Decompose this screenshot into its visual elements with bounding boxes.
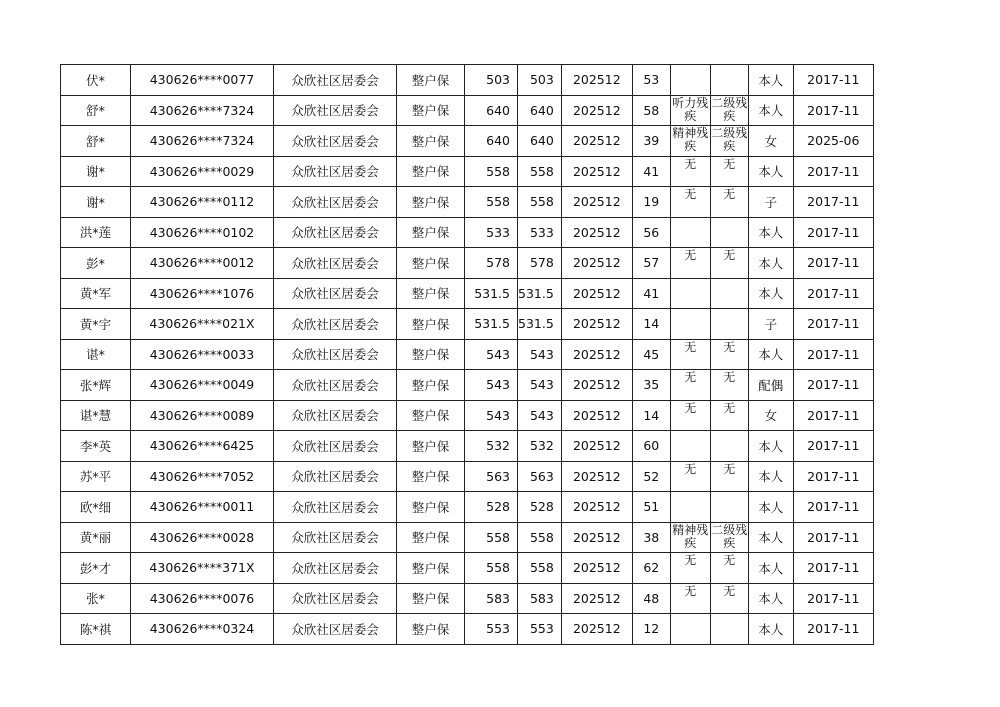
cell-month: 202512 [561, 461, 632, 492]
table-row [61, 431, 874, 462]
cell-relation: 女 [748, 126, 793, 157]
cell-disability-level [710, 614, 748, 645]
cell-age: 48 [632, 583, 670, 614]
cell-name: 张* [61, 583, 131, 614]
cell-id-number: 430626****6425 [131, 431, 274, 462]
cell-amount-2: 543 [518, 400, 562, 431]
cell-id-number: 430626****7324 [131, 95, 274, 126]
cell-disability-type: 精神残疾 [670, 126, 710, 157]
cell-amount: 583 [465, 583, 518, 614]
cell-name: 彭* [61, 248, 131, 279]
cell-age: 41 [632, 156, 670, 187]
cell-assistance-type: 整户保 [397, 522, 465, 553]
cell-age: 51 [632, 492, 670, 523]
cell-disability-type: 无 [670, 553, 710, 584]
cell-age: 56 [632, 217, 670, 248]
table-row [61, 187, 874, 218]
cell-month: 202512 [561, 431, 632, 462]
cell-amount-2: 558 [518, 553, 562, 584]
cell-start-date: 2017-11 [793, 95, 873, 126]
cell-community: 众欣社区居委会 [274, 126, 397, 157]
cell-name: 欧*细 [61, 492, 131, 523]
cell-amount-2: 583 [518, 583, 562, 614]
cell-assistance-type: 整户保 [397, 217, 465, 248]
cell-age: 45 [632, 339, 670, 370]
cell-disability-level [710, 65, 748, 96]
cell-disability-type [670, 614, 710, 645]
cell-relation: 本人 [748, 278, 793, 309]
table-row [61, 614, 874, 645]
table-row [61, 217, 874, 248]
cell-name: 彭*才 [61, 553, 131, 584]
cell-community: 众欣社区居委会 [274, 217, 397, 248]
cell-amount: 578 [465, 248, 518, 279]
cell-relation: 本人 [748, 431, 793, 462]
cell-community: 众欣社区居委会 [274, 553, 397, 584]
cell-amount-2: 558 [518, 522, 562, 553]
cell-id-number: 430626****0324 [131, 614, 274, 645]
cell-amount: 543 [465, 370, 518, 401]
cell-assistance-type: 整户保 [397, 614, 465, 645]
cell-name: 洪*莲 [61, 217, 131, 248]
cell-age: 12 [632, 614, 670, 645]
table-row [61, 126, 874, 157]
cell-assistance-type: 整户保 [397, 126, 465, 157]
table-row [61, 309, 874, 340]
cell-disability-level: 无 [710, 187, 748, 218]
cell-disability-type: 无 [670, 400, 710, 431]
cell-name: 舒* [61, 95, 131, 126]
cell-id-number: 430626****0076 [131, 583, 274, 614]
cell-amount: 558 [465, 156, 518, 187]
cell-assistance-type: 整户保 [397, 461, 465, 492]
cell-assistance-type: 整户保 [397, 309, 465, 340]
cell-amount-2: 532 [518, 431, 562, 462]
cell-age: 53 [632, 65, 670, 96]
cell-assistance-type: 整户保 [397, 339, 465, 370]
cell-age: 60 [632, 431, 670, 462]
cell-name: 谢* [61, 156, 131, 187]
cell-age: 14 [632, 400, 670, 431]
cell-month: 202512 [561, 370, 632, 401]
table-row [61, 65, 874, 96]
cell-id-number: 430626****7324 [131, 126, 274, 157]
cell-assistance-type: 整户保 [397, 278, 465, 309]
cell-age: 35 [632, 370, 670, 401]
cell-disability-level: 无 [710, 461, 748, 492]
cell-id-number: 430626****1076 [131, 278, 274, 309]
cell-disability-type [670, 65, 710, 96]
cell-month: 202512 [561, 187, 632, 218]
cell-relation: 本人 [748, 583, 793, 614]
cell-assistance-type: 整户保 [397, 248, 465, 279]
cell-community: 众欣社区居委会 [274, 278, 397, 309]
table-row [61, 95, 874, 126]
cell-start-date: 2017-11 [793, 461, 873, 492]
cell-relation: 本人 [748, 248, 793, 279]
cell-disability-level [710, 278, 748, 309]
cell-month: 202512 [561, 614, 632, 645]
cell-month: 202512 [561, 400, 632, 431]
cell-start-date: 2017-11 [793, 431, 873, 462]
cell-amount: 553 [465, 614, 518, 645]
cell-id-number: 430626****0011 [131, 492, 274, 523]
cell-assistance-type: 整户保 [397, 400, 465, 431]
cell-age: 39 [632, 126, 670, 157]
table-row [61, 339, 874, 370]
table-row [61, 248, 874, 279]
cell-disability-level: 无 [710, 400, 748, 431]
cell-id-number: 430626****0028 [131, 522, 274, 553]
cell-disability-type: 无 [670, 370, 710, 401]
cell-id-number: 430626****371X [131, 553, 274, 584]
cell-relation: 本人 [748, 65, 793, 96]
cell-amount-2: 640 [518, 126, 562, 157]
cell-start-date: 2017-11 [793, 278, 873, 309]
cell-start-date: 2017-11 [793, 339, 873, 370]
cell-disability-level: 无 [710, 156, 748, 187]
cell-id-number: 430626****0089 [131, 400, 274, 431]
cell-community: 众欣社区居委会 [274, 156, 397, 187]
cell-disability-type: 无 [670, 461, 710, 492]
roster-table [60, 64, 874, 645]
cell-id-number: 430626****0012 [131, 248, 274, 279]
cell-assistance-type: 整户保 [397, 431, 465, 462]
cell-month: 202512 [561, 309, 632, 340]
cell-amount: 640 [465, 95, 518, 126]
cell-community: 众欣社区居委会 [274, 187, 397, 218]
cell-community: 众欣社区居委会 [274, 583, 397, 614]
table-row [61, 522, 874, 553]
cell-community: 众欣社区居委会 [274, 431, 397, 462]
cell-disability-type: 无 [670, 339, 710, 370]
cell-disability-level [710, 492, 748, 523]
cell-assistance-type: 整户保 [397, 65, 465, 96]
cell-relation: 子 [748, 187, 793, 218]
cell-month: 202512 [561, 339, 632, 370]
cell-amount: 558 [465, 553, 518, 584]
cell-start-date: 2017-11 [793, 156, 873, 187]
cell-relation: 本人 [748, 339, 793, 370]
cell-disability-level: 无 [710, 583, 748, 614]
cell-amount-2: 558 [518, 156, 562, 187]
cell-amount: 543 [465, 400, 518, 431]
cell-age: 19 [632, 187, 670, 218]
cell-start-date: 2017-11 [793, 522, 873, 553]
cell-disability-type [670, 431, 710, 462]
cell-amount: 503 [465, 65, 518, 96]
table-row [61, 492, 874, 523]
cell-month: 202512 [561, 126, 632, 157]
cell-start-date: 2017-11 [793, 583, 873, 614]
table-body [61, 65, 874, 645]
cell-start-date: 2017-11 [793, 217, 873, 248]
cell-disability-type [670, 492, 710, 523]
cell-relation: 女 [748, 400, 793, 431]
cell-amount-2: 553 [518, 614, 562, 645]
cell-month: 202512 [561, 522, 632, 553]
cell-id-number: 430626****0102 [131, 217, 274, 248]
cell-age: 58 [632, 95, 670, 126]
cell-community: 众欣社区居委会 [274, 248, 397, 279]
cell-disability-level [710, 217, 748, 248]
cell-relation: 本人 [748, 522, 793, 553]
cell-amount-2: 563 [518, 461, 562, 492]
table-row [61, 461, 874, 492]
cell-community: 众欣社区居委会 [274, 309, 397, 340]
cell-month: 202512 [561, 248, 632, 279]
cell-month: 202512 [561, 583, 632, 614]
cell-community: 众欣社区居委会 [274, 492, 397, 523]
cell-relation: 本人 [748, 217, 793, 248]
cell-amount-2: 543 [518, 339, 562, 370]
cell-start-date: 2017-11 [793, 400, 873, 431]
cell-disability-level: 无 [710, 370, 748, 401]
cell-id-number: 430626****7052 [131, 461, 274, 492]
cell-amount: 531.5 [465, 309, 518, 340]
cell-name: 谌*慧 [61, 400, 131, 431]
cell-disability-level [710, 431, 748, 462]
cell-disability-type: 无 [670, 248, 710, 279]
cell-id-number: 430626****0112 [131, 187, 274, 218]
cell-amount-2: 578 [518, 248, 562, 279]
cell-amount-2: 640 [518, 95, 562, 126]
cell-age: 14 [632, 309, 670, 340]
table-row [61, 553, 874, 584]
cell-name: 谢* [61, 187, 131, 218]
cell-month: 202512 [561, 156, 632, 187]
cell-assistance-type: 整户保 [397, 492, 465, 523]
cell-disability-type: 听力残疾 [670, 95, 710, 126]
cell-relation: 本人 [748, 461, 793, 492]
cell-start-date: 2017-11 [793, 187, 873, 218]
cell-month: 202512 [561, 217, 632, 248]
cell-amount-2: 533 [518, 217, 562, 248]
cell-id-number: 430626****0029 [131, 156, 274, 187]
cell-disability-type: 无 [670, 583, 710, 614]
cell-start-date: 2017-11 [793, 248, 873, 279]
cell-relation: 本人 [748, 614, 793, 645]
cell-amount: 531.5 [465, 278, 518, 309]
cell-relation: 配偶 [748, 370, 793, 401]
cell-month: 202512 [561, 492, 632, 523]
cell-disability-level: 无 [710, 248, 748, 279]
table-row [61, 583, 874, 614]
table-row [61, 156, 874, 187]
cell-age: 52 [632, 461, 670, 492]
cell-relation: 子 [748, 309, 793, 340]
cell-disability-level [710, 309, 748, 340]
cell-amount: 533 [465, 217, 518, 248]
cell-start-date: 2017-11 [793, 370, 873, 401]
cell-amount: 563 [465, 461, 518, 492]
cell-start-date: 2017-11 [793, 492, 873, 523]
cell-disability-level: 无 [710, 553, 748, 584]
cell-name: 黄*军 [61, 278, 131, 309]
cell-amount: 543 [465, 339, 518, 370]
cell-month: 202512 [561, 278, 632, 309]
cell-assistance-type: 整户保 [397, 187, 465, 218]
cell-amount-2: 531.5 [518, 278, 562, 309]
cell-assistance-type: 整户保 [397, 583, 465, 614]
cell-amount-2: 543 [518, 370, 562, 401]
cell-start-date: 2017-11 [793, 309, 873, 340]
cell-relation: 本人 [748, 95, 793, 126]
cell-name: 谌* [61, 339, 131, 370]
table-row [61, 278, 874, 309]
cell-name: 陈*祺 [61, 614, 131, 645]
cell-disability-type [670, 217, 710, 248]
cell-relation: 本人 [748, 492, 793, 523]
cell-start-date: 2017-11 [793, 553, 873, 584]
cell-community: 众欣社区居委会 [274, 370, 397, 401]
cell-amount-2: 503 [518, 65, 562, 96]
cell-amount: 528 [465, 492, 518, 523]
cell-disability-type [670, 309, 710, 340]
table-row [61, 370, 874, 401]
cell-name: 苏*平 [61, 461, 131, 492]
cell-age: 57 [632, 248, 670, 279]
cell-disability-type: 精神残疾 [670, 522, 710, 553]
cell-assistance-type: 整户保 [397, 553, 465, 584]
cell-community: 众欣社区居委会 [274, 522, 397, 553]
cell-amount: 640 [465, 126, 518, 157]
table-row [61, 400, 874, 431]
cell-disability-level: 二级残疾 [710, 126, 748, 157]
cell-disability-type: 无 [670, 187, 710, 218]
cell-relation: 本人 [748, 553, 793, 584]
cell-age: 38 [632, 522, 670, 553]
cell-community: 众欣社区居委会 [274, 95, 397, 126]
cell-name: 李*英 [61, 431, 131, 462]
cell-name: 伏* [61, 65, 131, 96]
cell-name: 张*辉 [61, 370, 131, 401]
cell-start-date: 2017-11 [793, 614, 873, 645]
cell-amount: 532 [465, 431, 518, 462]
cell-disability-level: 二级残疾 [710, 522, 748, 553]
cell-assistance-type: 整户保 [397, 95, 465, 126]
cell-age: 62 [632, 553, 670, 584]
cell-disability-type [670, 278, 710, 309]
cell-disability-level: 二级残疾 [710, 95, 748, 126]
cell-id-number: 430626****0033 [131, 339, 274, 370]
cell-start-date: 2017-11 [793, 65, 873, 96]
cell-relation: 本人 [748, 156, 793, 187]
cell-age: 41 [632, 278, 670, 309]
cell-name: 黄*丽 [61, 522, 131, 553]
cell-assistance-type: 整户保 [397, 370, 465, 401]
cell-start-date: 2025-06 [793, 126, 873, 157]
cell-id-number: 430626****0077 [131, 65, 274, 96]
cell-id-number: 430626****0049 [131, 370, 274, 401]
cell-amount-2: 531.5 [518, 309, 562, 340]
cell-name: 舒* [61, 126, 131, 157]
cell-id-number: 430626****021X [131, 309, 274, 340]
cell-disability-type: 无 [670, 156, 710, 187]
cell-name: 黄*宇 [61, 309, 131, 340]
cell-month: 202512 [561, 553, 632, 584]
cell-community: 众欣社区居委会 [274, 614, 397, 645]
cell-amount: 558 [465, 522, 518, 553]
cell-community: 众欣社区居委会 [274, 400, 397, 431]
cell-disability-level: 无 [710, 339, 748, 370]
cell-community: 众欣社区居委会 [274, 65, 397, 96]
cell-amount-2: 558 [518, 187, 562, 218]
cell-amount-2: 528 [518, 492, 562, 523]
cell-month: 202512 [561, 65, 632, 96]
cell-community: 众欣社区居委会 [274, 339, 397, 370]
cell-amount: 558 [465, 187, 518, 218]
cell-assistance-type: 整户保 [397, 156, 465, 187]
cell-month: 202512 [561, 95, 632, 126]
cell-community: 众欣社区居委会 [274, 461, 397, 492]
